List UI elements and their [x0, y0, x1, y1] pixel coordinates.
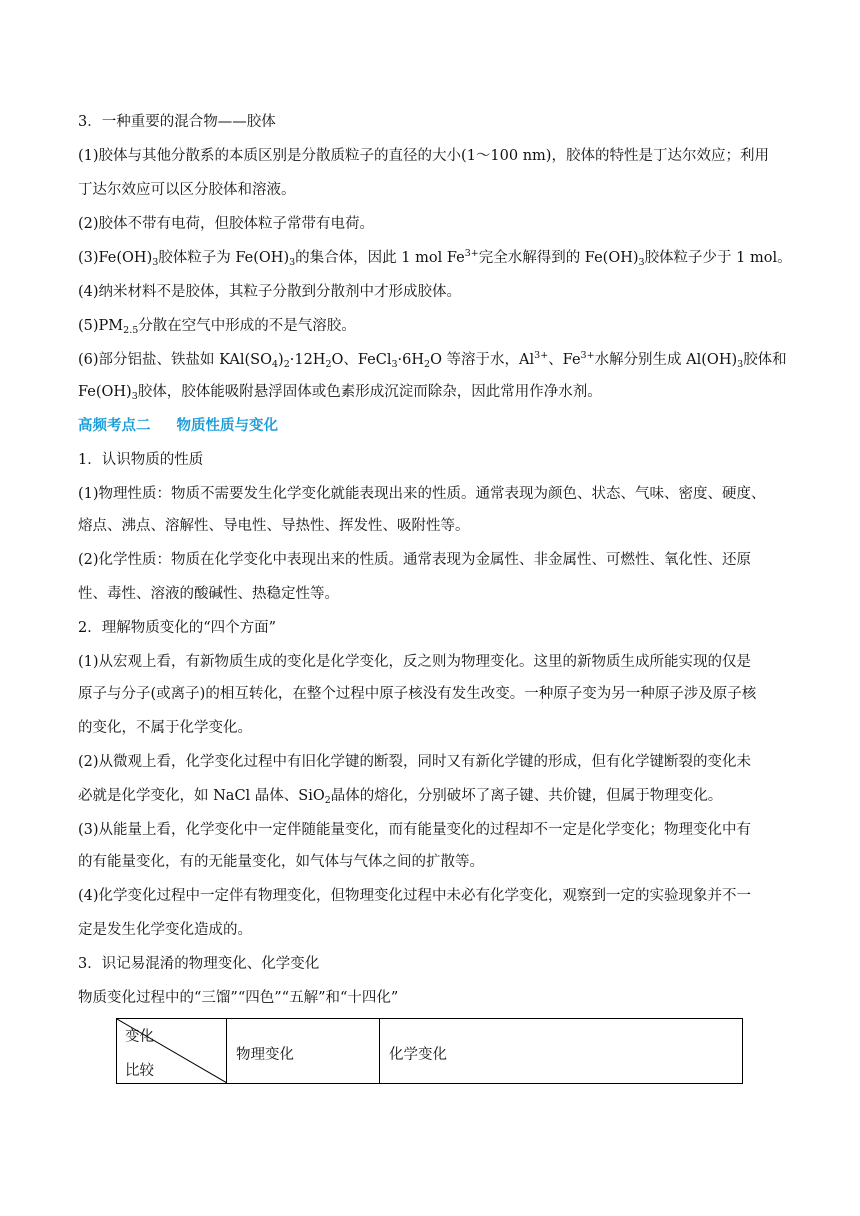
paragraph-line: (2)从微观上看，化学变化过程中有旧化学键的断裂，同时又有新化学键的形成，但有化学键断裂的变化未 — [78, 754, 752, 770]
paragraph-line: (6)部分铝盐、铁盐如 $KAl(SO_4)_2\cdot 12H_2O$、$FeCl_3\cdot 6H_2O$ 等溶于水，$Al^{3+}$、$Fe^{3+}$水解分别生成 $Al(OH)_3$胶体和 — [78, 350, 787, 370]
subsection-title: 1．认识物质的性质 — [78, 452, 204, 468]
paragraph-line: 定是发生化学变化造成的。 — [78, 922, 252, 938]
heading-title: 物质性质与变化 — [176, 417, 278, 434]
paragraph-line: (4)化学变化过程中一定伴有物理变化，但物理变化过程中未必有化学变化，观察到一定的实验现象并不一 — [78, 888, 752, 904]
table-header-corner-cell — [117, 1019, 227, 1083]
table-header-physical — [227, 1019, 380, 1083]
paragraph-line: 的变化，不属于化学变化。 — [78, 720, 252, 736]
column-header-chemical-change: 化学变化 — [389, 1047, 447, 1063]
paragraph-line: (1)胶体与其他分散系的本质区别是分散质粒子的直径的大小(1～100 nm)，胶体的特性是丁达尔效应；利用 — [78, 148, 769, 164]
paragraph-line: (1)从宏观上看，有新物质生成的变化是化学变化，反之则为物理变化。这里的新物质生成所能实现的仅是 — [78, 654, 752, 670]
column-header-physical-change: 物理变化 — [236, 1047, 294, 1063]
paragraph-line: 物质变化过程中的“三馏”“四色”“五解”和“十四化” — [78, 990, 399, 1006]
paragraph-line: (1)物理性质：物质不需要发生化学变化就能表现出来的性质。通常表现为颜色、状态、气味、密度、硬度、 — [78, 486, 766, 502]
section-title-colloid: 3．一种重要的混合物——胶体 — [78, 114, 276, 130]
table-header-chemical — [380, 1019, 742, 1083]
paragraph-line: 原子与分子(或离子)的相互转化，在整个过程中原子核没有发生改变。一种原子变为另一种原子涉及原子核 — [78, 686, 757, 702]
subsection-title: 3．识记易混淆的物理变化、化学变化 — [78, 956, 320, 972]
heading-label: 高频考点二 — [78, 417, 151, 434]
subsection-title: 2．理解物质变化的“四个方面” — [78, 620, 277, 636]
paragraph-line: 熔点、沸点、溶解性、导电性、导热性、挥发性、吸附性等。 — [78, 518, 470, 534]
header-label-change: 变化 — [125, 1029, 154, 1045]
paragraph-line: (2)胶体不带有电荷，但胶体粒子常带有电荷。 — [78, 216, 375, 232]
paragraph-line: (4)纳米材料不是胶体，其粒子分散到分散剂中才形成胶体。 — [78, 284, 462, 300]
paragraph-line: $(5)PM_{2.5}$分散在空气中形成的不是气溶胶。 — [78, 318, 356, 336]
header-label-compare: 比较 — [125, 1063, 154, 1079]
paragraph-line: 性、毒性、溶液的酸碱性、热稳定性等。 — [78, 586, 339, 602]
comparison-table — [116, 1018, 743, 1084]
paragraph-line: (3)从能量上看，化学变化中一定伴随能量变化，而有能量变化的过程却不一定是化学变化；物理变化中有 — [78, 822, 752, 838]
paragraph-line: 必就是化学变化，如 NaCl 晶体、SiO$_2$晶体的熔化，分别破坏了离子键、共价键，但属于物理变化。 — [78, 788, 723, 806]
paragraph-line: (2)化学性质：物质在化学变化中表现出来的性质。通常表现为金属性、非金属性、可燃性、氧化性、还原 — [78, 552, 752, 568]
paragraph-line: 丁达尔效应可以区分胶体和溶液。 — [78, 182, 296, 198]
paragraph-line: 的有能量变化，有的无能量变化，如气体与气体之间的扩散等。 — [78, 854, 484, 870]
paragraph-line: $Fe(OH)_3$胶体，胶体能吸附悬浮固体或色素形成沉淀而除杂，因此常用作净水剂。 — [78, 384, 602, 402]
paragraph-line: $(3)Fe(OH)_3$胶体粒子为 $Fe(OH)_3$的集合体，因此 1 mol $Fe^{3+}$完全水解得到的 $Fe(OH)_3$胶体粒子少于 1 mol。 — [78, 248, 792, 268]
section-heading-2 — [78, 416, 278, 436]
